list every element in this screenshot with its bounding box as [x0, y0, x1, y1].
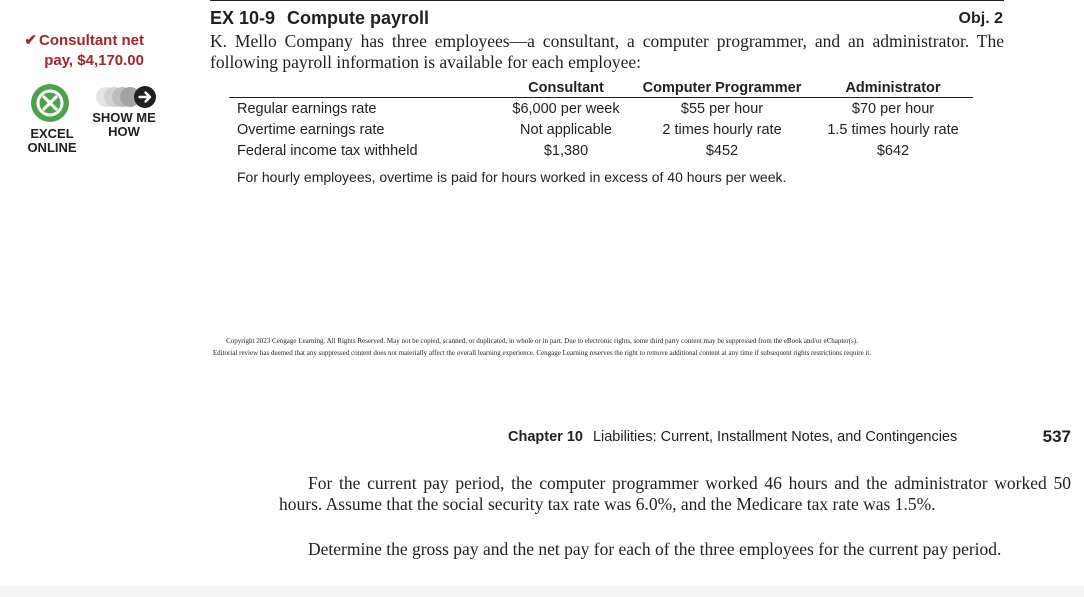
exercise-intro: K. Mello Company has three employees—a consultant, a computer programmer, and an administrator. The following payroll information is available for each employee:: [210, 31, 1004, 72]
row-label: Overtime earnings rate: [237, 121, 385, 138]
table-row: [229, 119, 973, 140]
copyright-notice: [0, 335, 1084, 359]
row-label: Federal income tax withheld: [237, 142, 418, 159]
table-row: [229, 98, 973, 120]
table-cell: $1,380: [543, 142, 589, 159]
running-head: [508, 429, 957, 445]
exercise-heading: [210, 8, 429, 29]
page-number: 537: [1042, 427, 1071, 446]
chapter-title: Liabilities: Current, Installment Notes, and Contingencies: [592, 429, 958, 445]
copyright-line-1: Copyright 2023 Cengage Learning. All Rights Reserved. May not be copied, scanned, or duplicated, in whole or in part. Due to electronic rights, some third party content may be suppressed from the eBook and/or eChapter(s).: [226, 337, 858, 345]
payroll-info-table: [229, 79, 973, 161]
row-label: Regular earnings rate: [237, 100, 377, 117]
top-rule: [210, 0, 1004, 1]
excel-icon: [31, 84, 69, 122]
table-cell: 2 times hourly rate: [662, 121, 782, 138]
chapter-label: Chapter 10: [508, 429, 583, 445]
table-cell: $55 per hour: [680, 100, 764, 117]
table-cell: $70 per hour: [851, 100, 935, 117]
copyright-line-2: Editorial review has deemed that any suppressed content does not materially affect the overall learning experience. Cengage Learning reserves the right to remove additional content at any time if subsequent rights restrictions require it.: [212, 349, 872, 357]
table-cell: $642: [876, 142, 910, 159]
checkmark-icon: ✔: [24, 32, 37, 49]
show-me-how-label: SHOW ME HOW: [92, 110, 156, 139]
table-row: [229, 140, 973, 161]
exercise-number: EX 10-9: [210, 8, 276, 28]
table-cell: $452: [705, 142, 739, 159]
table-header-consultant: Consultant: [501, 79, 631, 98]
table-cell: Not applicable: [520, 121, 612, 138]
table-header-administrator: Administrator: [813, 79, 973, 98]
objective-label: Obj. 2: [958, 10, 1003, 27]
table-cell: $6,000 per week: [512, 100, 620, 117]
table-header-programmer: Computer Programmer: [631, 79, 813, 98]
bottom-edge: [0, 586, 1084, 597]
exercise-title: Compute payroll: [287, 8, 430, 28]
overtime-note: For hourly employees, overtime is paid for hours worked in excess of 40 hours per week.: [237, 169, 787, 185]
play-arrow-icon: [93, 84, 157, 110]
check-figure-note: [14, 31, 144, 71]
check-figure-text: Consultant net pay, $4,170.00: [39, 32, 144, 69]
table-cell: 1.5 times hourly rate: [827, 121, 959, 138]
table-header-row: [229, 79, 973, 98]
instruction-paragraph: Determine the gross pay and the net pay for each of the three employees for the current pay period.: [308, 539, 1002, 559]
table-header-blank: [229, 79, 501, 98]
show-me-how-button[interactable]: [90, 84, 162, 144]
excel-online-button[interactable]: [26, 84, 78, 162]
hours-worked-paragraph: For the current pay period, the computer programmer worked 46 hours and the administrator worked 50 hours. Assume that the social security tax rate was 6.0%, and the Medicare tax rate was 1.5%.: [279, 473, 1071, 514]
excel-online-label: EXCEL ONLINE: [27, 126, 77, 155]
